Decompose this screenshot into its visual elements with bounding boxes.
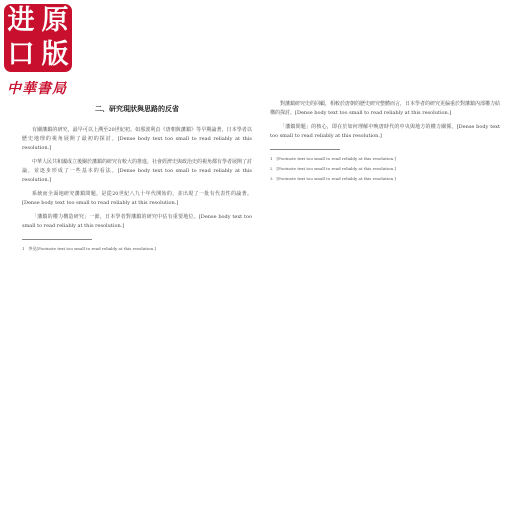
- footnote: 2 [Footnote text too small to read reliably at this resolution.]: [270, 166, 396, 171]
- badge-char-3: 原: [41, 5, 69, 36]
- footnote: 3 [Footnote text too small to read reliably at this resolution.]: [270, 176, 396, 181]
- body-paragraph: 對藩鎮研究史的回顧，相較於唐朝的歷史研究整體而言，日本學者的研究更偏重於對藩鎮內部權力結構的探討。[Dense body text too small to read reliably at this resolution.]: [270, 101, 500, 116]
- footnote: 1 [Footnote text too small to read reliably at this resolution.]: [270, 156, 396, 161]
- body-paragraph: 系統而全面地研究藩鎮問題，是從20世紀八九十年代開始的，並出現了一批有代表性的論著。[Dense body text too small to read reliably at this resolution.]: [22, 191, 252, 206]
- section-heading: 二、研究現狀與思路的反省: [95, 104, 179, 113]
- badge-char-4: 版: [41, 39, 69, 70]
- footnote-divider: [22, 239, 92, 240]
- publisher-logo: 中華書局: [7, 81, 67, 97]
- footnote: 1 參見[Footnote text too small to read reliably at this resolution.]: [22, 246, 156, 251]
- import-original-badge: [4, 4, 72, 72]
- badge-char-2: 口: [7, 39, 35, 70]
- body-paragraph: 「藩鎮問題」的核心，即在於如何理解中晚唐時代的中央與地方的權力關係。[Dense body text too small to read reliably at this resolution.]: [270, 124, 500, 139]
- body-paragraph: 有關藩鎮的研究，最早可以上溯至20世紀初。如那波利貞《唐朝與藩鎮》等早期論著，日本學者以歷史地理的視角展開了最初的探討。[Dense body text too small to read reliably at this resolution.]: [22, 127, 252, 151]
- body-paragraph: 「藩鎮的權力構造研究」一節，日本學者對藩鎮的研究中佔有重要地位。[Dense body text too small to read reliably at this resolution.]: [22, 214, 252, 229]
- book-spread: [22, 100, 510, 500]
- footnote-divider: [270, 149, 340, 150]
- right-page: [270, 100, 500, 500]
- left-page: [22, 100, 252, 500]
- badge-char-1: 进: [7, 5, 35, 36]
- body-paragraph: 中華人民共和國成立後關於藩鎮的研究有較大的推進，社會經濟史與政治史的視角都有學者展開了討論，並逐步形成了一些基本的看法。[Dense body text too small to read reliably at this resolution.]: [22, 159, 252, 183]
